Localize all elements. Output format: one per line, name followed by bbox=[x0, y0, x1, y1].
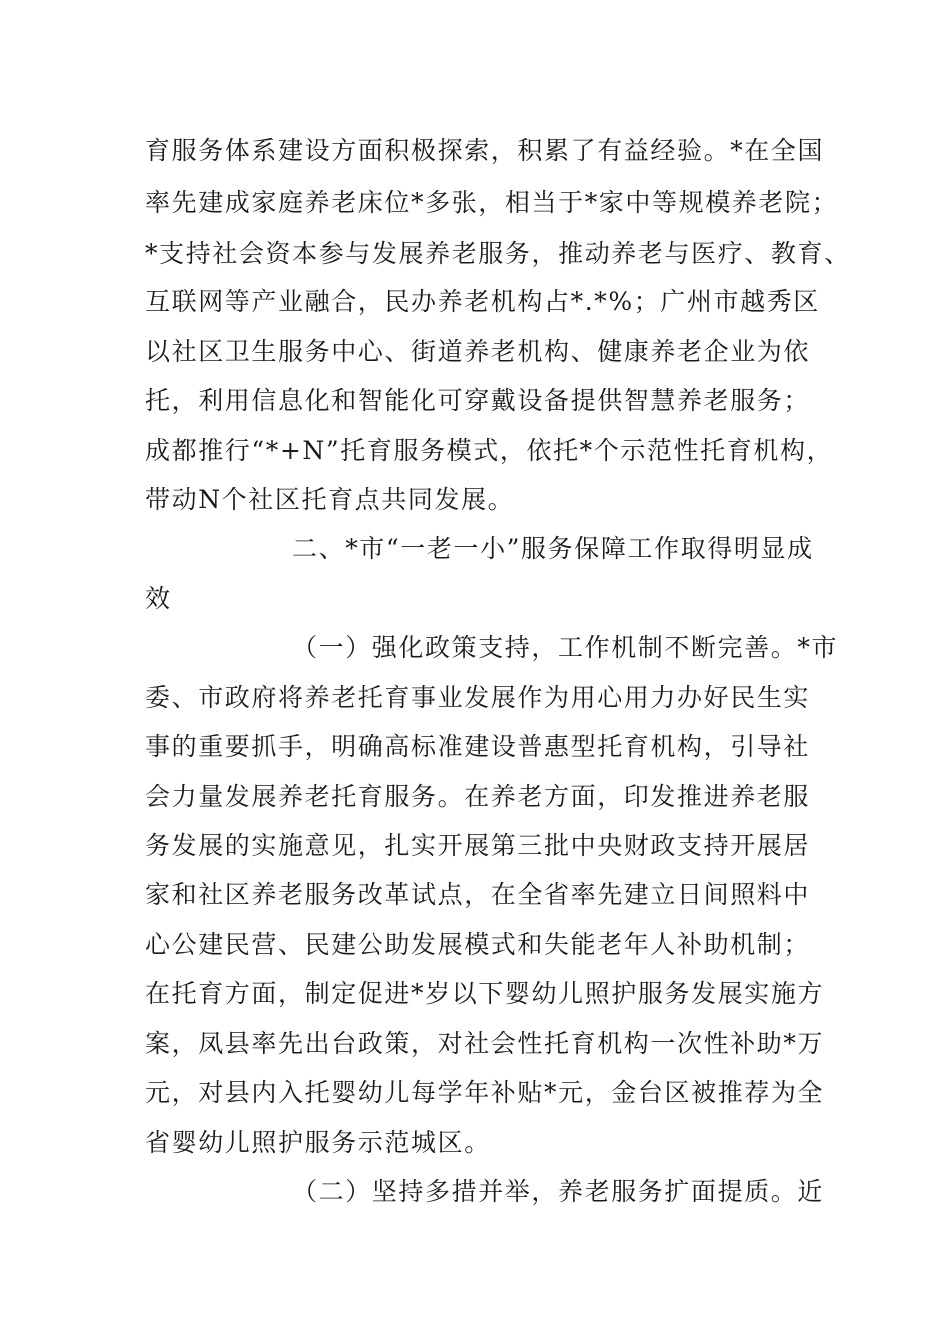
body-text-line: 家和社区养老服务改革试点，在全省率先建立日间照料中 bbox=[145, 880, 811, 909]
body-text-line: 会力量发展养老托育服务。在养老方面，印发推进养老服 bbox=[145, 782, 811, 811]
body-text-line: 带动N个社区托育点共同发展。 bbox=[145, 485, 515, 514]
body-text-line: 互联网等产业融合，民办养老机构占*.*%；广州市越秀区 bbox=[145, 287, 820, 316]
body-text-line: 心公建民营、民建公助发展模式和失能老年人补助机制； bbox=[145, 930, 811, 959]
body-text-line: 务发展的实施意见，扎实开展第三批中央财政支持开展居 bbox=[145, 831, 811, 860]
body-text-line: 率先建成家庭养老床位*多张，相当于*家中等规模养老院； bbox=[145, 188, 839, 217]
subsection-lead-line: （一）强化政策支持，工作机制不断完善。*市 bbox=[292, 633, 839, 662]
body-text-line: 以社区卫生服务中心、街道养老机构、健康养老企业为依 bbox=[145, 337, 811, 366]
section-heading: 二、*市“一老一小”服务保障工作取得明显成 bbox=[292, 534, 814, 563]
body-text-line: 育服务体系建设方面积极探索，积累了有益经验。*在全国 bbox=[145, 136, 825, 165]
body-text-line: 案，凤县率先出台政策，对社会性托育机构一次性补助*万 bbox=[145, 1029, 825, 1058]
body-text-line: *支持社会资本参与发展养老服务，推动养老与医疗、教育、 bbox=[145, 239, 851, 268]
body-text-line: 成都推行“*+N”托育服务模式，依托*个示范性托育机构， bbox=[145, 436, 834, 465]
body-text-line: 委、市政府将养老托育事业发展作为用心用力办好民生实 bbox=[145, 683, 811, 712]
subsection-lead-line: （二）坚持多措并举，养老服务扩面提质。近 bbox=[292, 1177, 825, 1206]
body-text-line: 事的重要抓手，明确高标准建设普惠型托育机构，引导社 bbox=[145, 732, 811, 761]
body-text-line: 元，对县内入托婴幼儿每学年补贴*元，金台区被推荐为全 bbox=[145, 1078, 825, 1107]
body-text-line: 托，利用信息化和智能化可穿戴设备提供智慧养老服务； bbox=[145, 386, 811, 415]
body-text-line: 在托育方面，制定促进*岁以下婴幼儿照护服务发展实施方 bbox=[145, 979, 825, 1008]
section-heading-continued: 效 bbox=[145, 584, 172, 613]
body-text-line: 省婴幼儿照护服务示范城区。 bbox=[145, 1128, 491, 1157]
